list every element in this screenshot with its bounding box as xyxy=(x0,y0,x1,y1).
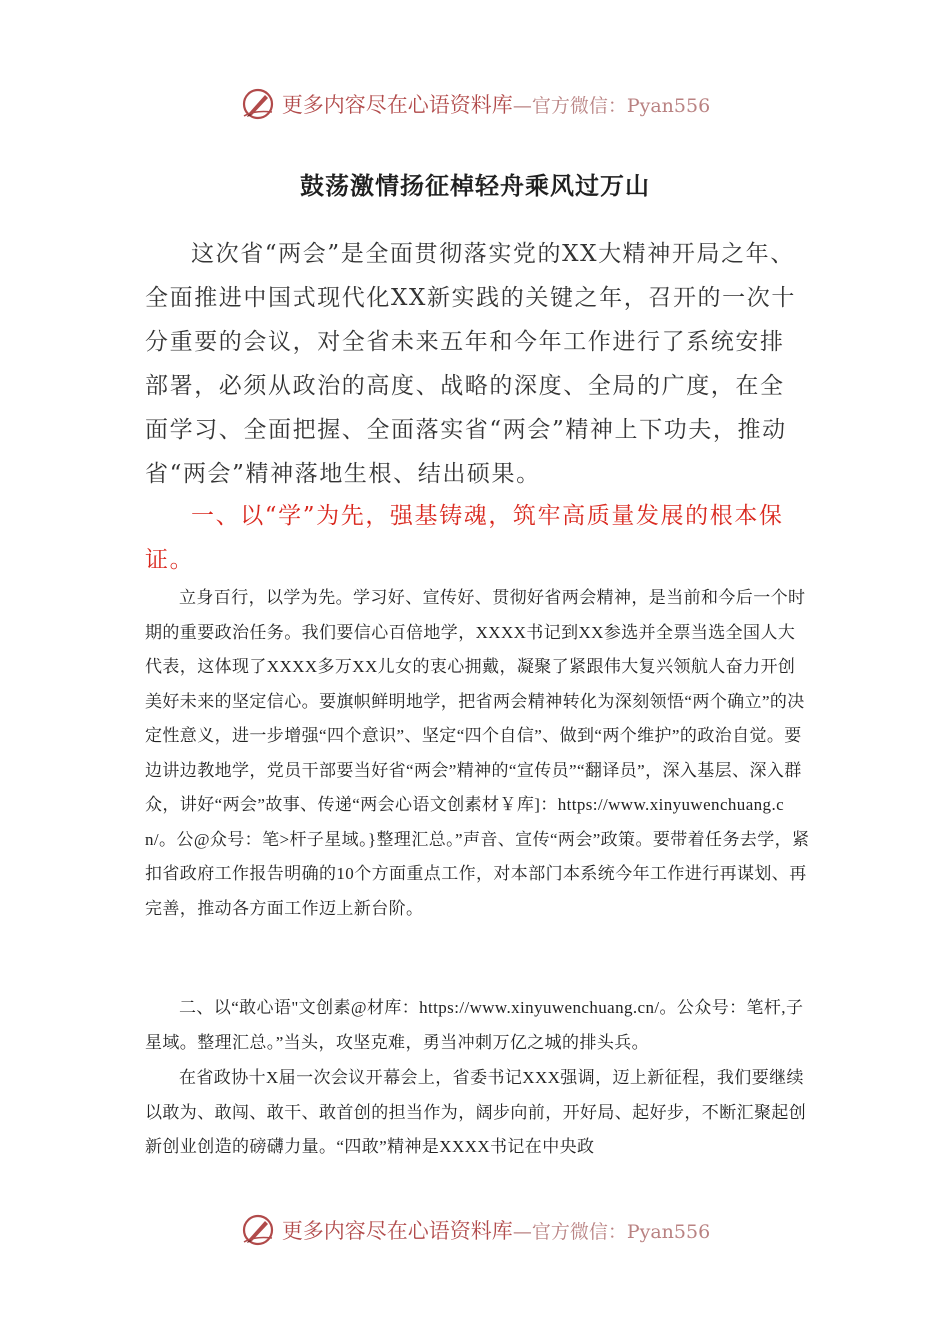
document-title: 鼓荡激情扬征棹轻舟乘风过万山 xyxy=(300,171,650,200)
pen-logo-icon xyxy=(240,86,276,122)
banner-wechat-text: —官方微信：Pyan556 xyxy=(512,94,711,117)
section-heading-1: 一、以“学”为先，强基铸魂，筑牢高质量发展的根本保证。 xyxy=(145,503,784,573)
header-banner xyxy=(0,84,950,124)
footer-banner xyxy=(0,1210,950,1250)
banner-main-text: 更多内容尽在心语资料库 xyxy=(281,1219,513,1243)
banner-wechat-text: —官方微信：Pyan556 xyxy=(512,1220,711,1243)
body-paragraph-3: 在省政协十X届一次会议开幕会上，省委书记XXX强调，迈上新征程，我们要继续以敢为、敢闯、敢干、敢首创的担当作为，阔步向前，开好局、起好步，不断汇聚起创新创业创造的磅礴力量。“四敢”精神是XXXX书记在中央政 xyxy=(145,1068,807,1156)
pen-logo-icon xyxy=(240,1212,276,1248)
banner-main-text: 更多内容尽在心语资料库 xyxy=(281,93,513,117)
intro-paragraph: 这次省“两会”是全面贯彻落实党的XX大精神开局之年、全面推进中国式现代化XX新实践的关键之年，召开的一次十分重要的会议，对全省未来五年和今年工作进行了系统安排部署，必须从政治的高度、战略的深度、全局的广度，在全面学习、全面把握、全面落实省“两会”精神上下功夫，推动省“两会”精神落地生根、结出硕果。 xyxy=(145,241,796,487)
body-paragraph-2: 二、以“敢心语"文创素@材库：https://www.xinyuwenchuang.cn/。公众号：笔杆,子星域。整理汇总。”当头，攻坚克难，勇当冲刺万亿之城的排头兵。 xyxy=(145,998,804,1052)
body-paragraph-1: 立身百行，以学为先。学习好、宣传好、贯彻好省两会精神，是当前和今后一个时期的重要政治任务。我们要信心百倍地学，XXXX书记到XX参选并全票当选全国人大代表，这体现了XXXX多万XX儿女的衷心拥戴，凝聚了紧跟伟大复兴领航人奋力开创美好未来的坚定信心。要旗帜鲜明地学，把省两会精神转化为深刻领悟“两个确立”的决定性意义，进一步增强“四个意识”、坚定“四个自信”、做到“两个维护”的政治自觉。要边讲边教地学，党员干部要当好省“两会”精神的“宣传员”“翻译员”，深入基层、深入群众，讲好“两会”故事、传递“两会心语文创素材￥库]：https://www.xinyuwenchuang.cn/。公@众号：笔>杆子星域。}整理汇总。”声音、宣传“两会”政策。要带着任务去学，紧扣省政府工作报告明确的10个方面重点工作，对本部门本系统今年工作进行再谋划、再完善，推动各方面工作迈上新台阶。 xyxy=(145,588,810,918)
